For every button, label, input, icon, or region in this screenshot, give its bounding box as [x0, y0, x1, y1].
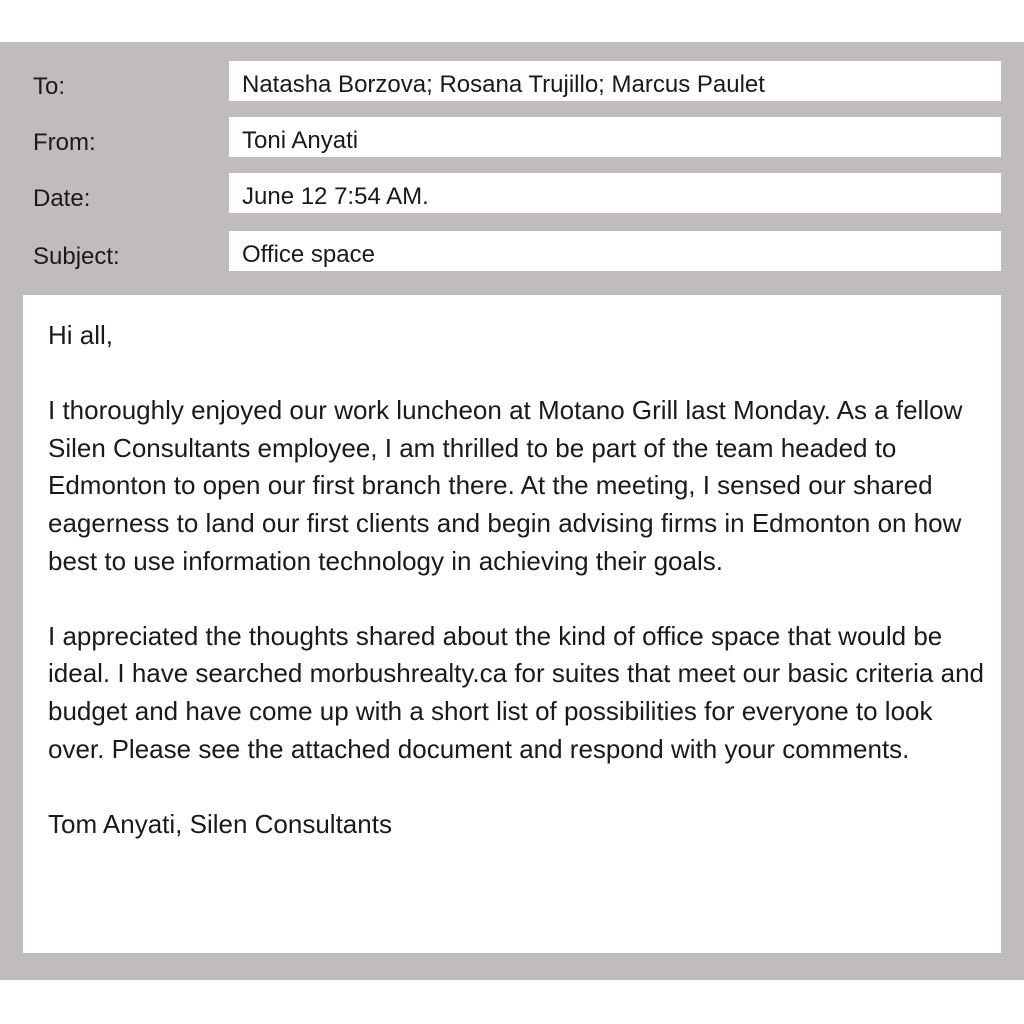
signature: Tom Anyati, Silen Consultants: [48, 808, 392, 839]
from-row: [0, 117, 1024, 157]
paragraph-1: I thoroughly enjoyed our work luncheon at Motano Grill last Monday. As a fellow Silen Consultants employee, I am thrilled to be part of the team headed to Edmonton to open our first branch there. At the meeting, I sensed our shared eagerness to land our first clients and begin advising firms in Edmonton on how best to use information technology in achieving their goals.: [48, 395, 963, 576]
greeting: Hi all,: [48, 320, 114, 350]
date-field[interactable]: June 12 7:54 AM.: [229, 173, 1001, 213]
date-label: Date:: [33, 185, 91, 212]
subject-row: [0, 231, 1024, 271]
from-label: From:: [33, 129, 96, 156]
date-row: [0, 173, 1024, 213]
to-field[interactable]: Natasha Borzova; Rosana Trujillo; Marcus Paulet: [229, 61, 1001, 101]
from-field[interactable]: Toni Anyati: [229, 117, 1001, 157]
subject-field[interactable]: Office space: [229, 231, 1001, 271]
email-window: [0, 42, 1024, 980]
message-text: [48, 317, 988, 843]
to-label: To:: [33, 73, 66, 100]
subject-label: Subject:: [33, 243, 120, 270]
paragraph-2: I appreciated the thoughts shared about the kind of office space that would be ideal. I have searched morbushrealty.ca for suites that meet our basic criteria and budget and have come up with a short list of possibilities for everyone to look over. Please see the attached document and respond with your comments.: [48, 620, 984, 764]
message-body[interactable]: [23, 295, 1001, 953]
to-row: [0, 61, 1024, 101]
